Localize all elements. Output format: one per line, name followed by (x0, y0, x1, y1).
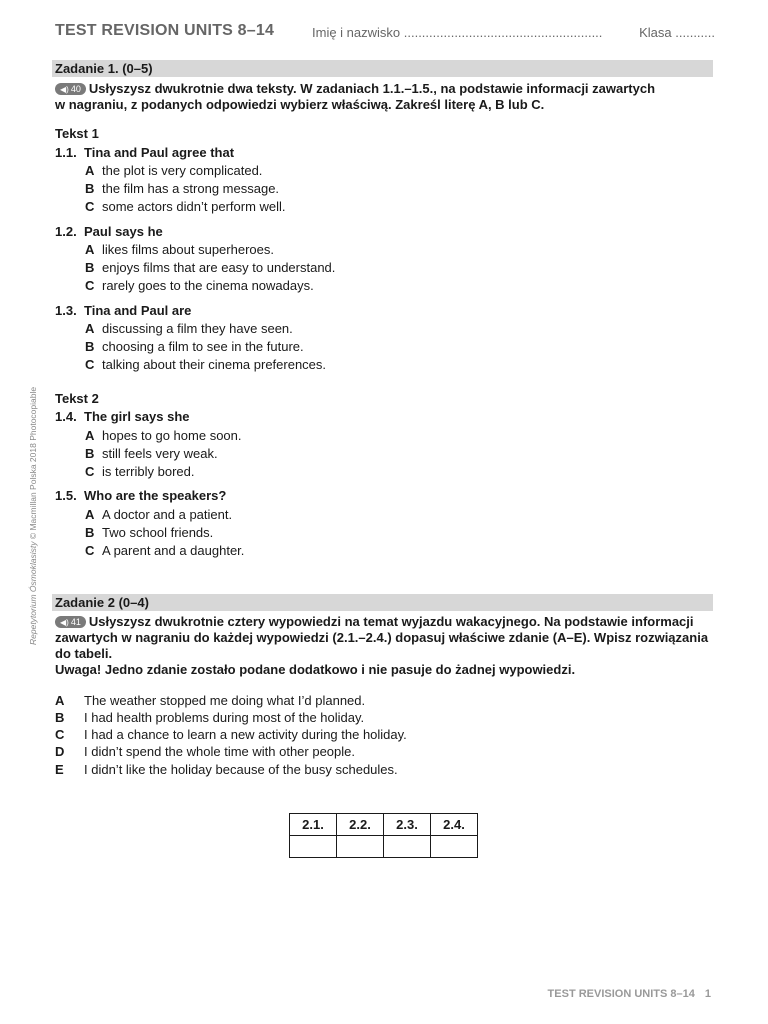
audio-track-badge[interactable]: ◀) 41 (55, 616, 86, 628)
answer-header: 2.3. (384, 814, 431, 836)
sentence-b: B I had health problems during most of the holiday. (55, 710, 365, 725)
page-number: 1 (704, 988, 711, 1000)
option[interactable]: C rarely goes to the cinema nowadays. (85, 278, 314, 293)
footer-title: TEST REVISION UNITS 8–14 (547, 988, 695, 1000)
speaker-icon: ◀) (60, 618, 69, 627)
answer-table-input-row (290, 836, 478, 858)
question-1-3: 1.3. Tina and Paul are (55, 303, 192, 318)
answer-cell-2-2[interactable] (337, 836, 384, 858)
option[interactable]: A hopes to go home soon. (85, 428, 242, 443)
answer-header: 2.2. (337, 814, 384, 836)
option[interactable]: C is terribly bored. (85, 464, 195, 479)
option[interactable]: A discussing a film they have seen. (85, 321, 293, 336)
task1-instruction: ◀) 40 Usłyszysz dwukrotnie dwa teksty. W zadaniach 1.1.–1.5., na podstawie informacji zawartych w nagraniu, z podanych odpowiedzi wybierz właściwą. Zakreśl literę A, B lub C. (55, 81, 656, 112)
question-1-1: 1.1. Tina and Paul agree that (55, 145, 235, 160)
option[interactable]: A A doctor and a patient. (85, 507, 233, 522)
sentence-a: A The weather stopped me doing what I’d planned. (55, 693, 366, 708)
answer-cell-2-3[interactable] (384, 836, 431, 858)
sentence-e: E I didn’t like the holiday because of the busy schedules. (55, 762, 398, 777)
option[interactable]: B enjoys films that are easy to understand. (85, 260, 336, 275)
option[interactable]: B choosing a film to see in the future. (85, 339, 304, 354)
speaker-icon: ◀) (60, 85, 69, 94)
task1-heading: Zadanie 1. (0–5) (52, 60, 713, 77)
option[interactable]: B the film has a strong message. (85, 181, 280, 196)
task2-instruction: ◀) 41 Usłyszysz dwukrotnie cztery wypowiedzi na temat wyjazdu wakacyjnego. Na podstawie informacji zawartych w nagraniu do każdej wypowiedzi (2.1.–2.4.) dopasuj właściwe zdanie (A–E). Wpisz rozwiązania do tabeli. Uwaga! Jedno zdanie zostało podane dodatkowo i nie pasuje do żadnej wypowiedzi. (55, 614, 709, 677)
task2-heading: Zadanie 2 (0–4) (52, 594, 713, 611)
option[interactable]: B Two school friends. (85, 525, 214, 540)
answer-table (289, 813, 478, 858)
question-1-2: 1.2. Paul says he (55, 224, 163, 239)
name-field[interactable]: Imię i nazwisko ....................................................... (312, 25, 603, 40)
option[interactable]: A the plot is very complicated. (85, 163, 263, 178)
option[interactable]: B still feels very weak. (85, 446, 218, 461)
option[interactable]: A likes films about superheroes. (85, 242, 274, 257)
sentence-c: C I had a chance to learn a new activity during the holiday. (55, 727, 407, 742)
option[interactable]: C some actors didn’t perform well. (85, 199, 286, 214)
text2-label: Tekst 2 (55, 391, 99, 406)
answer-header: 2.4. (431, 814, 478, 836)
answer-table-header-row (290, 814, 478, 836)
question-1-5: 1.5. Who are the speakers? (55, 488, 227, 503)
answer-cell-2-1[interactable] (290, 836, 337, 858)
class-field[interactable]: Klasa ........... (639, 25, 715, 40)
question-1-4: 1.4. The girl says she (55, 409, 190, 424)
text1-label: Tekst 1 (55, 126, 99, 141)
sentence-d: D I didn’t spend the whole time with other people. (55, 744, 356, 759)
audio-track-badge[interactable]: ◀) 40 (55, 83, 86, 95)
option[interactable]: C A parent and a daughter. (85, 543, 245, 558)
document-title: TEST REVISION UNITS 8–14 (55, 22, 275, 39)
option[interactable]: C talking about their cinema preferences. (85, 357, 327, 372)
page-footer (548, 985, 711, 1003)
copyright-sidebar: Repetytorium Ósmoklasisty © Macmillan Polska 2018 Photocopiable (28, 386, 38, 645)
page-header (55, 22, 715, 46)
answer-header: 2.1. (290, 814, 337, 836)
answer-cell-2-4[interactable] (431, 836, 478, 858)
